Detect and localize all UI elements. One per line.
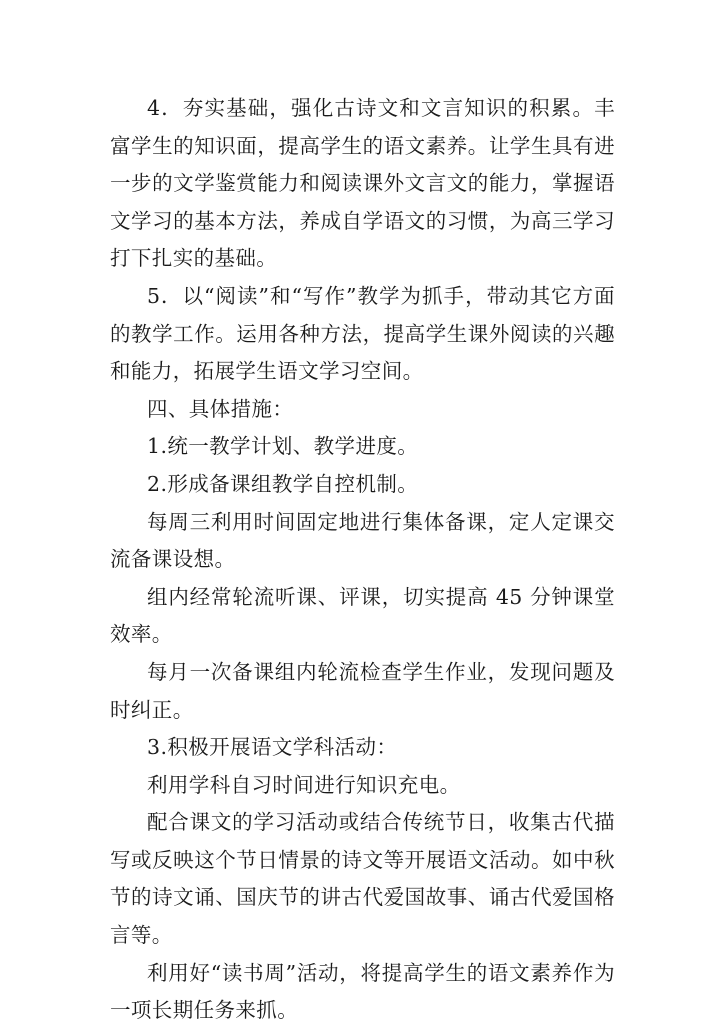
measure-item-2: 2.形成备课组教学自控机制。	[147, 471, 419, 496]
paragraph-festival-activities: 配合课文的学习活动或结合传统节日，收集古代描写或反映这个节日情景的诗文等开展语文活动。如中秋节的诗文诵、国庆节的讲古代爱国故事、诵古代爱国格言等。	[110, 810, 615, 948]
paragraph-self-study: 利用学科自习时间进行知识充电。	[147, 772, 461, 797]
section-heading-measures: 四、具体措施：	[147, 396, 294, 421]
measure-item-1: 1.统一教学计划、教学进度。	[147, 434, 419, 459]
paragraph-homework-check: 每月一次备课组内轮流检查学生作业，发现问题及时纠正。	[110, 659, 615, 722]
measure-item-3: 3.积极开展语文学科活动：	[147, 735, 398, 760]
document-body	[110, 90, 615, 1030]
paragraph-peer-review: 组内经常轮流听课、评课，切实提高 45 分钟课堂效率。	[110, 584, 615, 647]
paragraph-item-5: 5．以“阅读”和“写作”教学为抓手，带动其它方面的教学工作。运用各种方法，提高学生课外阅读的兴趣和能力，拓展学生语文学习空间。	[110, 283, 615, 384]
paragraph-item-4: 4．夯实基础，强化古诗文和文言知识的积累。丰富学生的知识面，提高学生的语文素养。让学生具有进一步的文学鉴赏能力和阅读课外文言文的能力，掌握语文学习的基本方法，养成自学语文的习惯，为高三学习打下扎实的基础。	[110, 96, 615, 271]
paragraph-reading-week: 利用好“读书周”活动，将提高学生的语文素养作为一项长期任务来抓。	[110, 960, 615, 1023]
paragraph-weekly-prep: 每周三利用时间固定地进行集体备课，定人定课交流备课设想。	[110, 509, 615, 572]
